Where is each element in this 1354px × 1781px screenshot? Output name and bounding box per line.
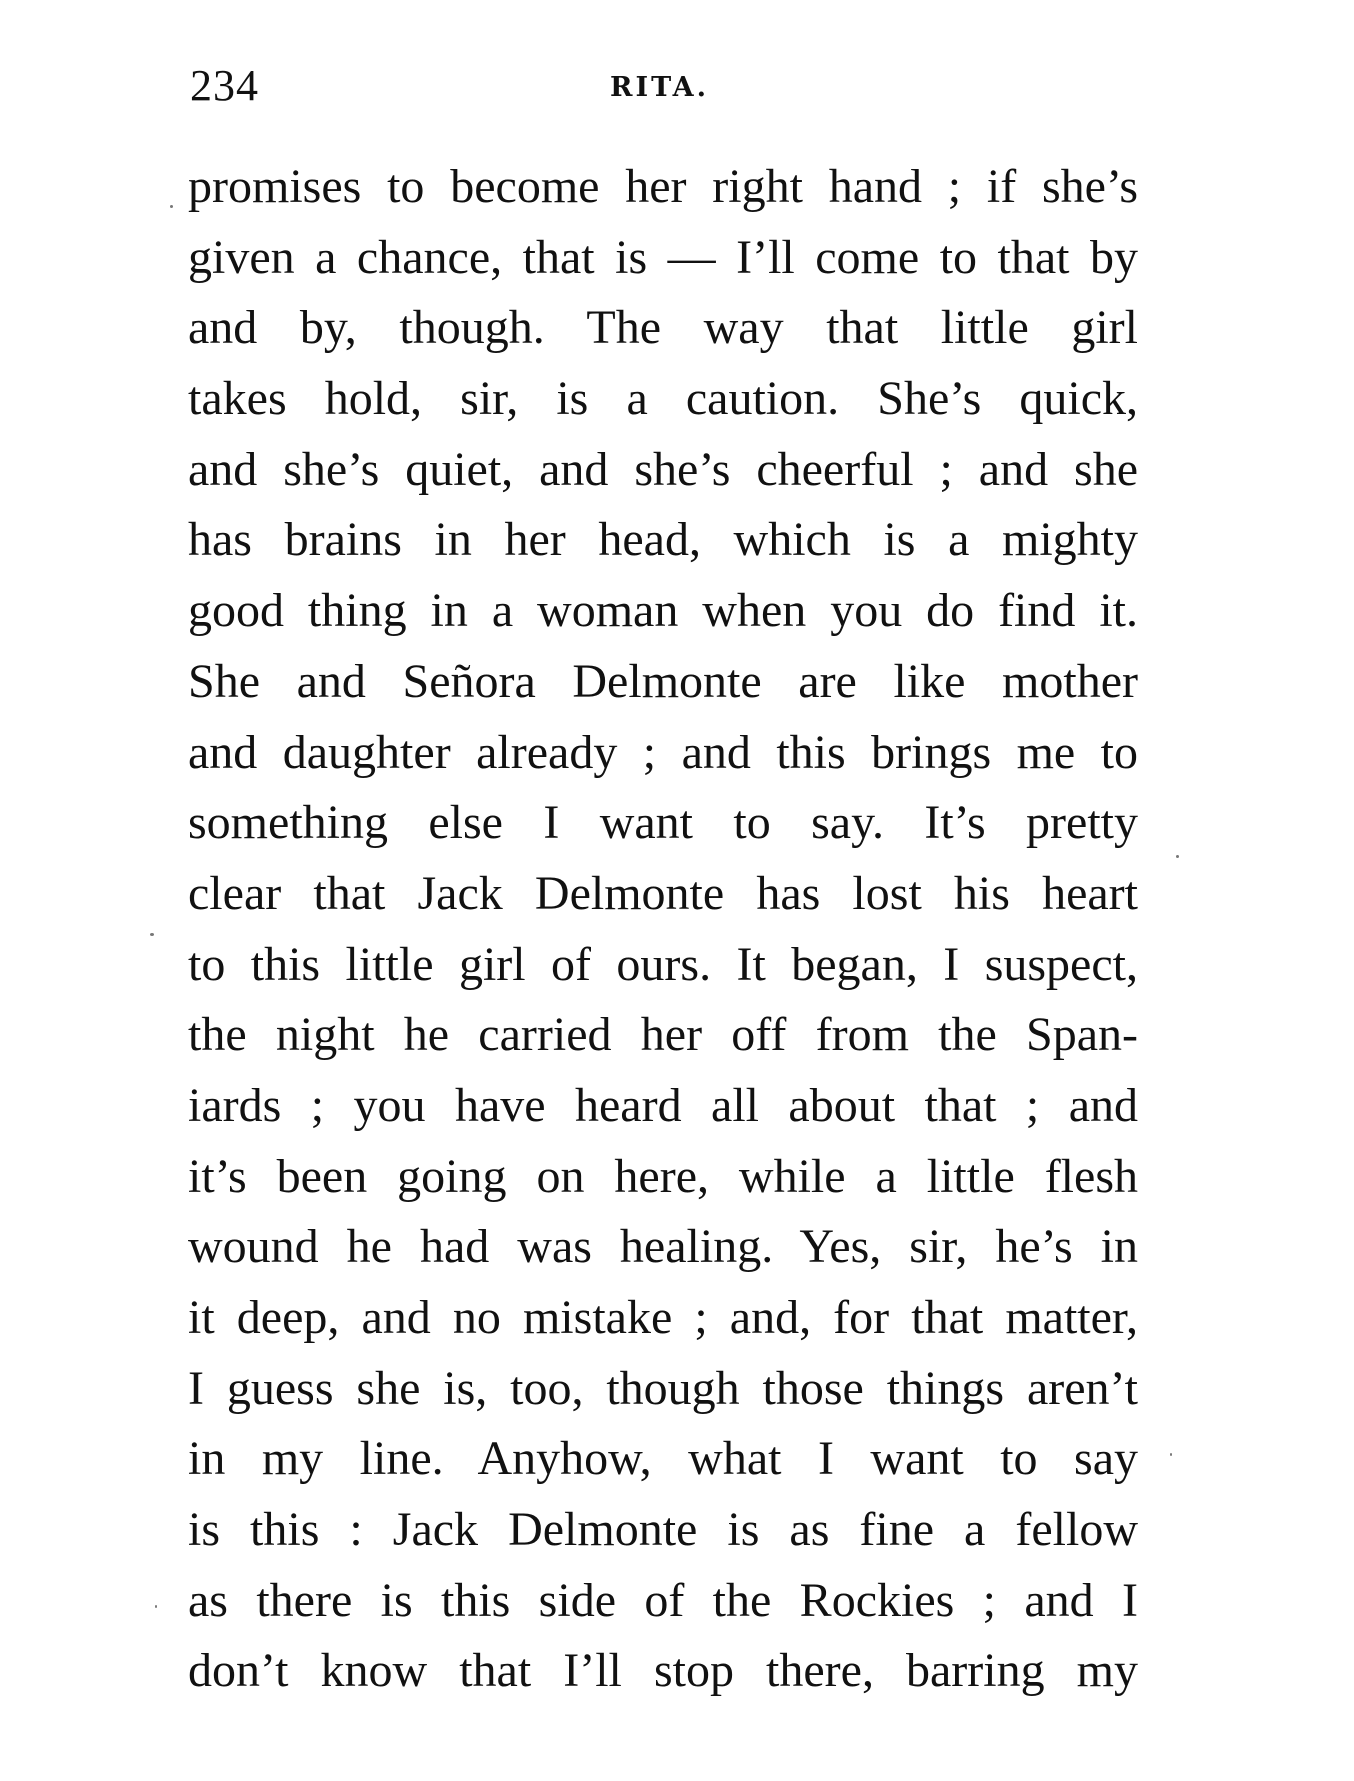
scan-speck bbox=[1176, 855, 1179, 858]
page-number: 234 bbox=[190, 61, 259, 110]
text-line: and by, though. The way that little girl bbox=[188, 301, 1138, 355]
text-line: wound he had was healing. Yes, sir, he’s in bbox=[188, 1220, 1138, 1274]
text-line: iards ; you have heard all about that ; and bbox=[188, 1078, 1138, 1132]
text-line: promises to become her right hand ; if she’s bbox=[188, 160, 1138, 213]
text-line: to this little girl of ours. It began, I suspect, bbox=[188, 937, 1138, 991]
text-line: She and Señora Delmonte are like mother bbox=[188, 654, 1138, 708]
text-line: it deep, and no mistake ; and, for that matter, bbox=[188, 1291, 1138, 1344]
text-line: as there is this side of the Rockies ; and I bbox=[188, 1573, 1138, 1627]
scan-speck bbox=[150, 933, 154, 936]
text-line: and daughter already ; and this brings me to bbox=[188, 725, 1138, 779]
text-line: don’t know that I’ll stop there, barring my bbox=[188, 1644, 1138, 1698]
text-line: has brains in her head, which is a mighty bbox=[188, 513, 1138, 567]
scan-speck bbox=[155, 1605, 157, 1608]
running-title: RITA. bbox=[610, 72, 710, 103]
scan-speck bbox=[170, 205, 173, 208]
running-head bbox=[190, 58, 1140, 118]
text-line: clear that Jack Delmonte has lost his heart bbox=[188, 866, 1138, 920]
text-line: something else I want to say. It’s pretty bbox=[188, 796, 1138, 850]
text-line: good thing in a woman when you do find it. bbox=[188, 584, 1138, 638]
text-line: is this : Jack Delmonte is as fine a fellow bbox=[188, 1503, 1138, 1557]
text-line: the night he carried her off from the Span- bbox=[188, 1008, 1138, 1062]
text-line: I guess she is, too, though those things aren’t bbox=[188, 1361, 1138, 1415]
body-text bbox=[188, 152, 1138, 1707]
text-line: takes hold, sir, is a caution. She’s quick, bbox=[188, 372, 1138, 426]
text-line: it’s been going on here, while a little flesh bbox=[188, 1149, 1138, 1203]
text-line: in my line. Anyhow, what I want to say bbox=[188, 1432, 1138, 1486]
text-line: given a chance, that is — I’ll come to that by bbox=[188, 230, 1138, 284]
scan-speck bbox=[1170, 1453, 1172, 1456]
text-line: and she’s quiet, and she’s cheerful ; and she bbox=[188, 442, 1138, 496]
